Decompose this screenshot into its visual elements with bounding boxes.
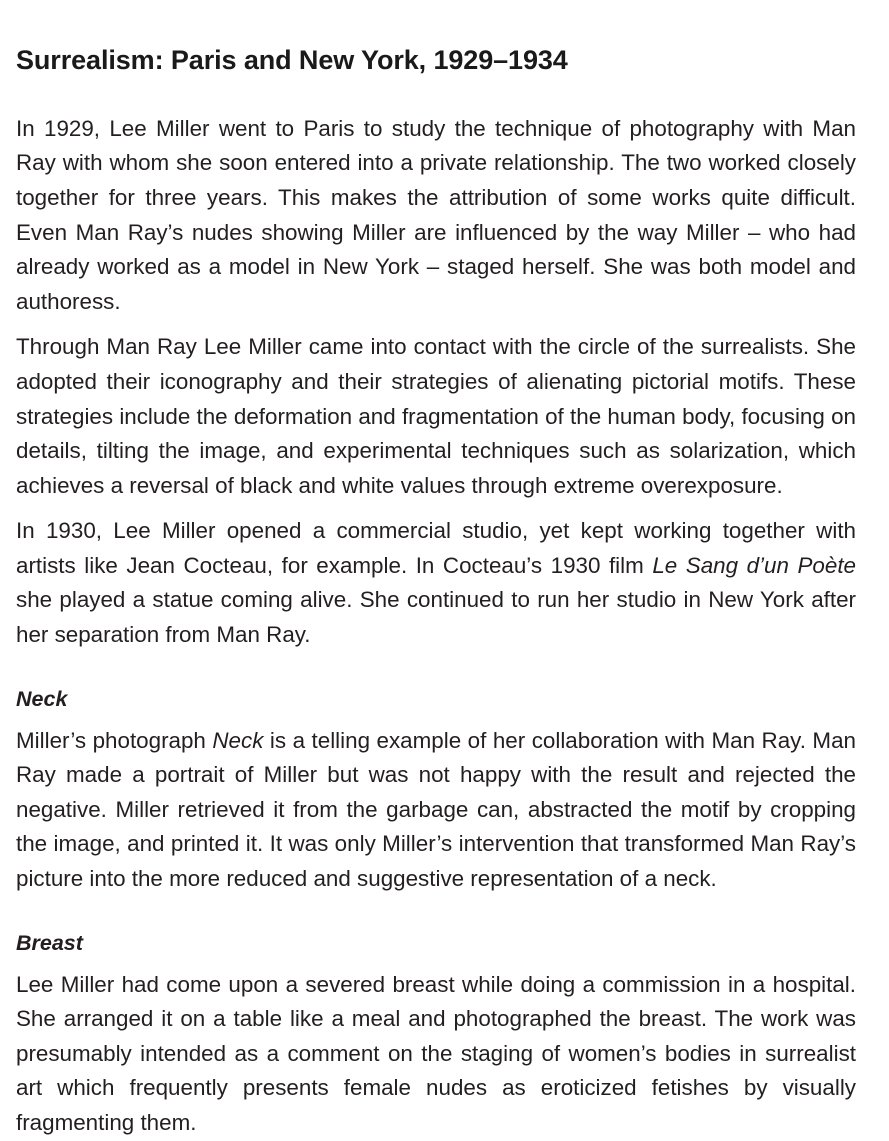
- paragraph-5: [16, 968, 856, 1141]
- text-run: Miller’s photograph: [16, 727, 213, 753]
- paragraph-4: [16, 724, 856, 897]
- section-heading-neck: Neck: [16, 686, 68, 711]
- text-run: In 1930, Lee Miller opened a commercial studio, yet kept working together with artists like Jean Cocteau, for example. In Cocteau’s 1930 film: [16, 518, 856, 578]
- paragraph-3: [16, 514, 856, 652]
- section-heading-breast: Breast: [16, 930, 83, 955]
- page-title: Surrealism: Paris and New York, 1929–1934: [16, 45, 568, 75]
- document-body: [16, 112, 856, 1141]
- text-run: In 1929, Lee Miller went to Paris to study the technique of photography with Man Ray with whom she soon entered into a private relationship. The two worked closely together for three years. This makes the attribution of some works quite difficult. Even Man Ray’s nudes showing Miller are influenced by the way Miller – who had already worked as a model in New York – staged herself. She was both model and authoress.: [16, 115, 856, 314]
- text-run: she played a statue coming alive. She continued to run her studio in New York after her separation from Man Ray.: [16, 587, 856, 648]
- italic-title-run: Le Sang d’un Poète: [652, 552, 856, 578]
- text-run: Through Man Ray Lee Miller came into contact with the circle of the surrealists. She adopted their iconography and their strategies of alienating pictorial motifs. These strategies include the deformation and fragmentation of the human body, focusing on details, tilting the image, and experimental techniques such as solarization, which achieves a reversal of black and white values through extreme overexposure.: [16, 334, 856, 498]
- paragraph-2: [16, 330, 856, 503]
- paragraph-1: [16, 112, 856, 320]
- text-run: Lee Miller had come upon a severed breast while doing a commission in a hospital. She arranged it on a table like a meal and photographed the breast. The work was presumably intended as a comment on the staging of women’s bodies in surrealist art which frequently presents female nudes as eroticized fetishes by visually fragmenting them.: [16, 971, 856, 1135]
- text-run: is a telling example of her collaboration with Man Ray. Man Ray made a portrait of Miller but was not happy with the result and rejected the negative. Miller retrieved it from the garbage can, abstracted the motif by cropping the image, and printed it. It was only Miller’s intervention that transformed Man Ray’s picture into the more reduced and suggestive representation of a neck.: [16, 727, 856, 892]
- italic-title-run: Neck: [212, 727, 264, 753]
